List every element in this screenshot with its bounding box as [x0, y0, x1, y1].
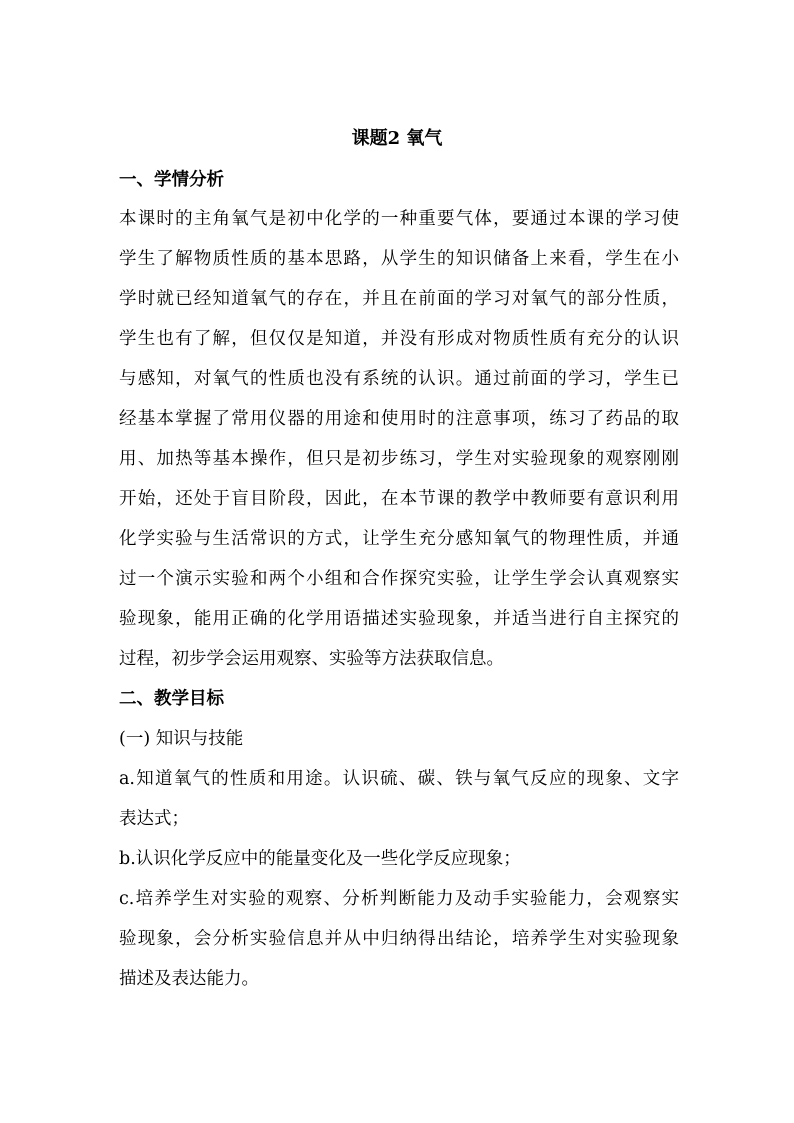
goal-item-line: b.认识化学反应中的能量变化及一些化学反应现象； — [119, 849, 521, 869]
document-title: 课题2 氧气 — [351, 128, 443, 149]
paragraph-line: 化学实验与生活常识的方式，让学生充分感知氧气的物理性质，并通 — [119, 529, 679, 549]
paragraph-line: 与感知，对氧气的性质也没有系统的认识。通过前面的学习，学生已 — [119, 369, 679, 389]
paragraph-line: 本课时的主角氧气是初中化学的一种重要气体，要通过本课的学习使 — [119, 209, 679, 229]
goal-item-line: 描述及表达能力。 — [119, 969, 259, 989]
paragraph-line: 学生也有了解，但仅仅是知道，并没有形成对物质性质有充分的认识 — [119, 329, 679, 349]
section-heading-teaching-goals: 二、教学目标 — [119, 689, 224, 709]
paragraph-line: 过程，初步学会运用观察、实验等方法获取信息。 — [119, 649, 504, 669]
section-heading-learning-analysis: 一、学情分析 — [119, 170, 224, 190]
paragraph-line: 开始，还处于盲目阶段，因此，在本节课的教学中教师要有意识利用 — [119, 489, 679, 509]
goal-item-line: a.知道氧气的性质和用途。认识硫、碳、铁与氧气反应的现象、文字 — [119, 769, 679, 789]
paragraph-line: 学时就已经知道氧气的存在，并且在前面的学习对氧气的部分性质， — [119, 289, 679, 309]
subsection-heading-knowledge-skills: (一) 知识与技能 — [119, 729, 244, 749]
paragraph-line: 用、加热等基本操作，但只是初步练习，学生对实验现象的观察刚刚 — [119, 449, 679, 469]
paragraph-line: 验现象，能用正确的化学用语描述实验现象，并适当进行自主探究的 — [119, 609, 679, 629]
goal-item-line: 表达式； — [119, 809, 189, 829]
goal-item-line: c.培养学生对实验的观察、分析判断能力及动手实验能力，会观察实 — [119, 889, 679, 909]
paragraph-line: 经基本掌握了常用仪器的用途和使用时的注意事项，练习了药品的取 — [119, 409, 679, 429]
paragraph-line: 学生了解物质性质的基本思路，从学生的知识储备上来看，学生在小 — [119, 249, 679, 269]
paragraph-line: 过一个演示实验和两个小组和合作探究实验，让学生学会认真观察实 — [119, 569, 679, 589]
goal-item-line: 验现象，会分析实验信息并从中归纳得出结论，培养学生对实验现象 — [119, 929, 679, 949]
